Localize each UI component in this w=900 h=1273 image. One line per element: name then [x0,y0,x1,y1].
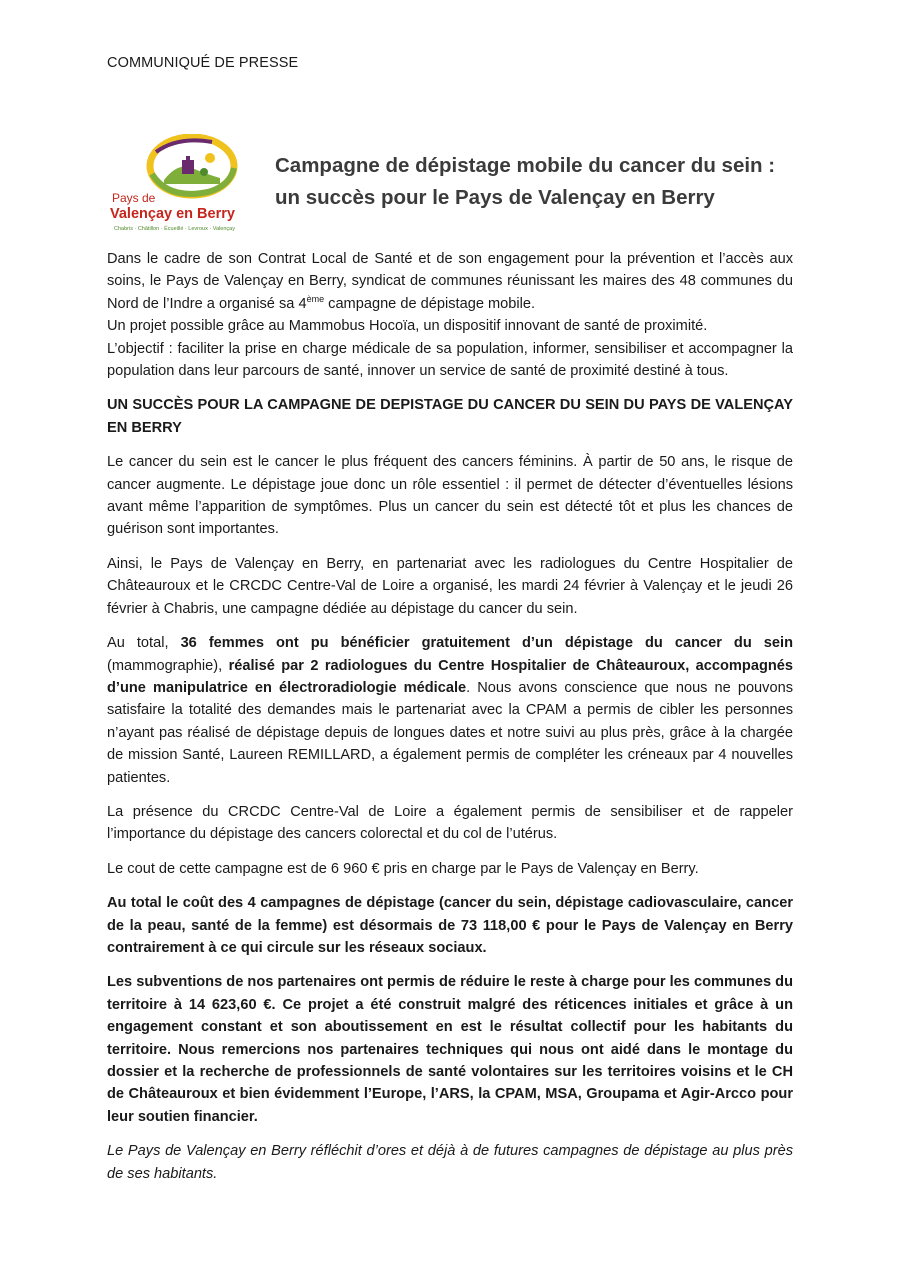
paragraph-closing: Le Pays de Valençay en Berry réfléchit d’ores et déjà à de futures campagnes de dépistage au plus près de ses habitants. [107,1143,793,1182]
logo-tagline: Chabris · Châtillon · Écueillé · Levroux · Valençay [114,226,235,232]
intro-paragraph-1: Dans le cadre de son Contrat Local de Santé et de son engagement pour la prévention et l’accès aux soins, le Pays de Valençay en Berry, syndicat de communes réunissant les maires des 48 communes du Nord de l’Indre a organisé sa 4ème campagne de dépistage mobile. [107,251,793,312]
press-release-body [107,248,793,1197]
logo-text-line2: Valençay en Berry [110,206,235,222]
title-line-2: un succès pour le Pays de Valençay en Berry [275,186,715,209]
logo-text-line1: Pays de [112,191,156,205]
document-type-label: COMMUNIQUÉ DE PRESSE [107,55,299,71]
intro-paragraph-2: Un projet possible grâce au Mammobus Hocoïa, un dispositif innovant de santé de proximité. [107,318,708,335]
paragraph-total-cost: Au total le coût des 4 campagnes de dépistage (cancer du sein, dépistage cadiovasculaire, cancer de la peau, santé de la femme) est désormais de 73 118,00 € pour le Pays de Valençay en Berry contrairement à ce qui circule sur les réseaux sociaux. [107,895,793,956]
paragraph-subsidies: Les subventions de nos partenaires ont permis de réduire le reste à charge pour les communes du territoire à 14 623,60 €. Ce projet a été construit malgré des réticences initiales et grâce à un engagement constant et son aboutissement en est le résultat collectif pour les habitants du territoire. Nous remercions nos partenaires techniques qui nous ont aidé dans le montage du dossier et la recherche de professionnels de santé volontaires sur les territoires voisins et le CH de Châteauroux et bien évidemment l’Europe, l’ARS, la CPAM, MSA, Groupama et Agir-Arcco pour leur soutien financier. [107,974,793,1125]
paragraph-crcdc: La présence du CRCDC Centre-Val de Loire a également permis de sensibiliser et de rappeler l’importance du dépistage des cancers colorectal et du col de l’utérus. [107,803,793,843]
paragraph-partnership: Ainsi, le Pays de Valençay en Berry, en partenariat avec les radiologues du Centre Hospitalier de Châteauroux et le CRCDC Centre-Val de Loire a organisé, les mardi 24 février à Valençay et le jeudi 26 février à Chabris, une campagne dédiée au dépistage du cancer du sein. [107,555,793,617]
logo-sun-icon [205,153,215,163]
paragraph-cancer-info: Le cancer du sein est le cancer le plus fréquent des cancers féminins. À partir de 50 ans, le risque de cancer augmente. Le dépistage joue donc un rôle essentiel : il permet de détecter d’éventuelles lésions avant même l’apparition de symptômes. Plus un cancer du sein est détecté tôt et plus les chances de guérison sont importantes. [107,454,793,538]
pays-de-valencay-logo [108,134,260,234]
intro-paragraph-3: L’objectif : faciliter la prise en charge médicale de sa population, informer, sensibiliser et accompagner la population dans leur parcours de santé, innover un service de santé de proximité destiné à tous. [107,340,793,380]
paragraph-cost: Le cout de cette campagne est de 6 960 € pris en charge par le Pays de Valençay en Berry. [107,860,699,877]
paragraph-total-screened: Au total, 36 femmes ont pu bénéficier gratuitement d’un dépistage du cancer du sein (mammographie), réalisé par 2 radiologues du Centre Hospitalier de Châteauroux, accompagnés d’une manipulatrice en électroradiologie médicale. Nous avons conscience que nous ne pouvons satisfaire la totalité des demandes mais le partenariat avec la CPAM a permis de cibler les personnes n’ayant pas réalisé de dépistage depuis de longues dates et notre suivi au plus près, grâce à la chargée de mission Santé, Laureen REMILLARD, a également permis de compléter les créneaux par 4 nouvelles patientes. [107,635,794,786]
logo-tree-icon [200,168,208,176]
logo-castle-icon [182,156,194,174]
press-release-title [275,150,805,214]
section-heading: UN SUCCÈS POUR LA CAMPAGNE DE DEPISTAGE DU CANCER DU SEIN DU PAYS DE VALENÇAY EN BERRY [107,397,793,436]
title-line-1: Campagne de dépistage mobile du cancer du sein : [275,154,776,177]
